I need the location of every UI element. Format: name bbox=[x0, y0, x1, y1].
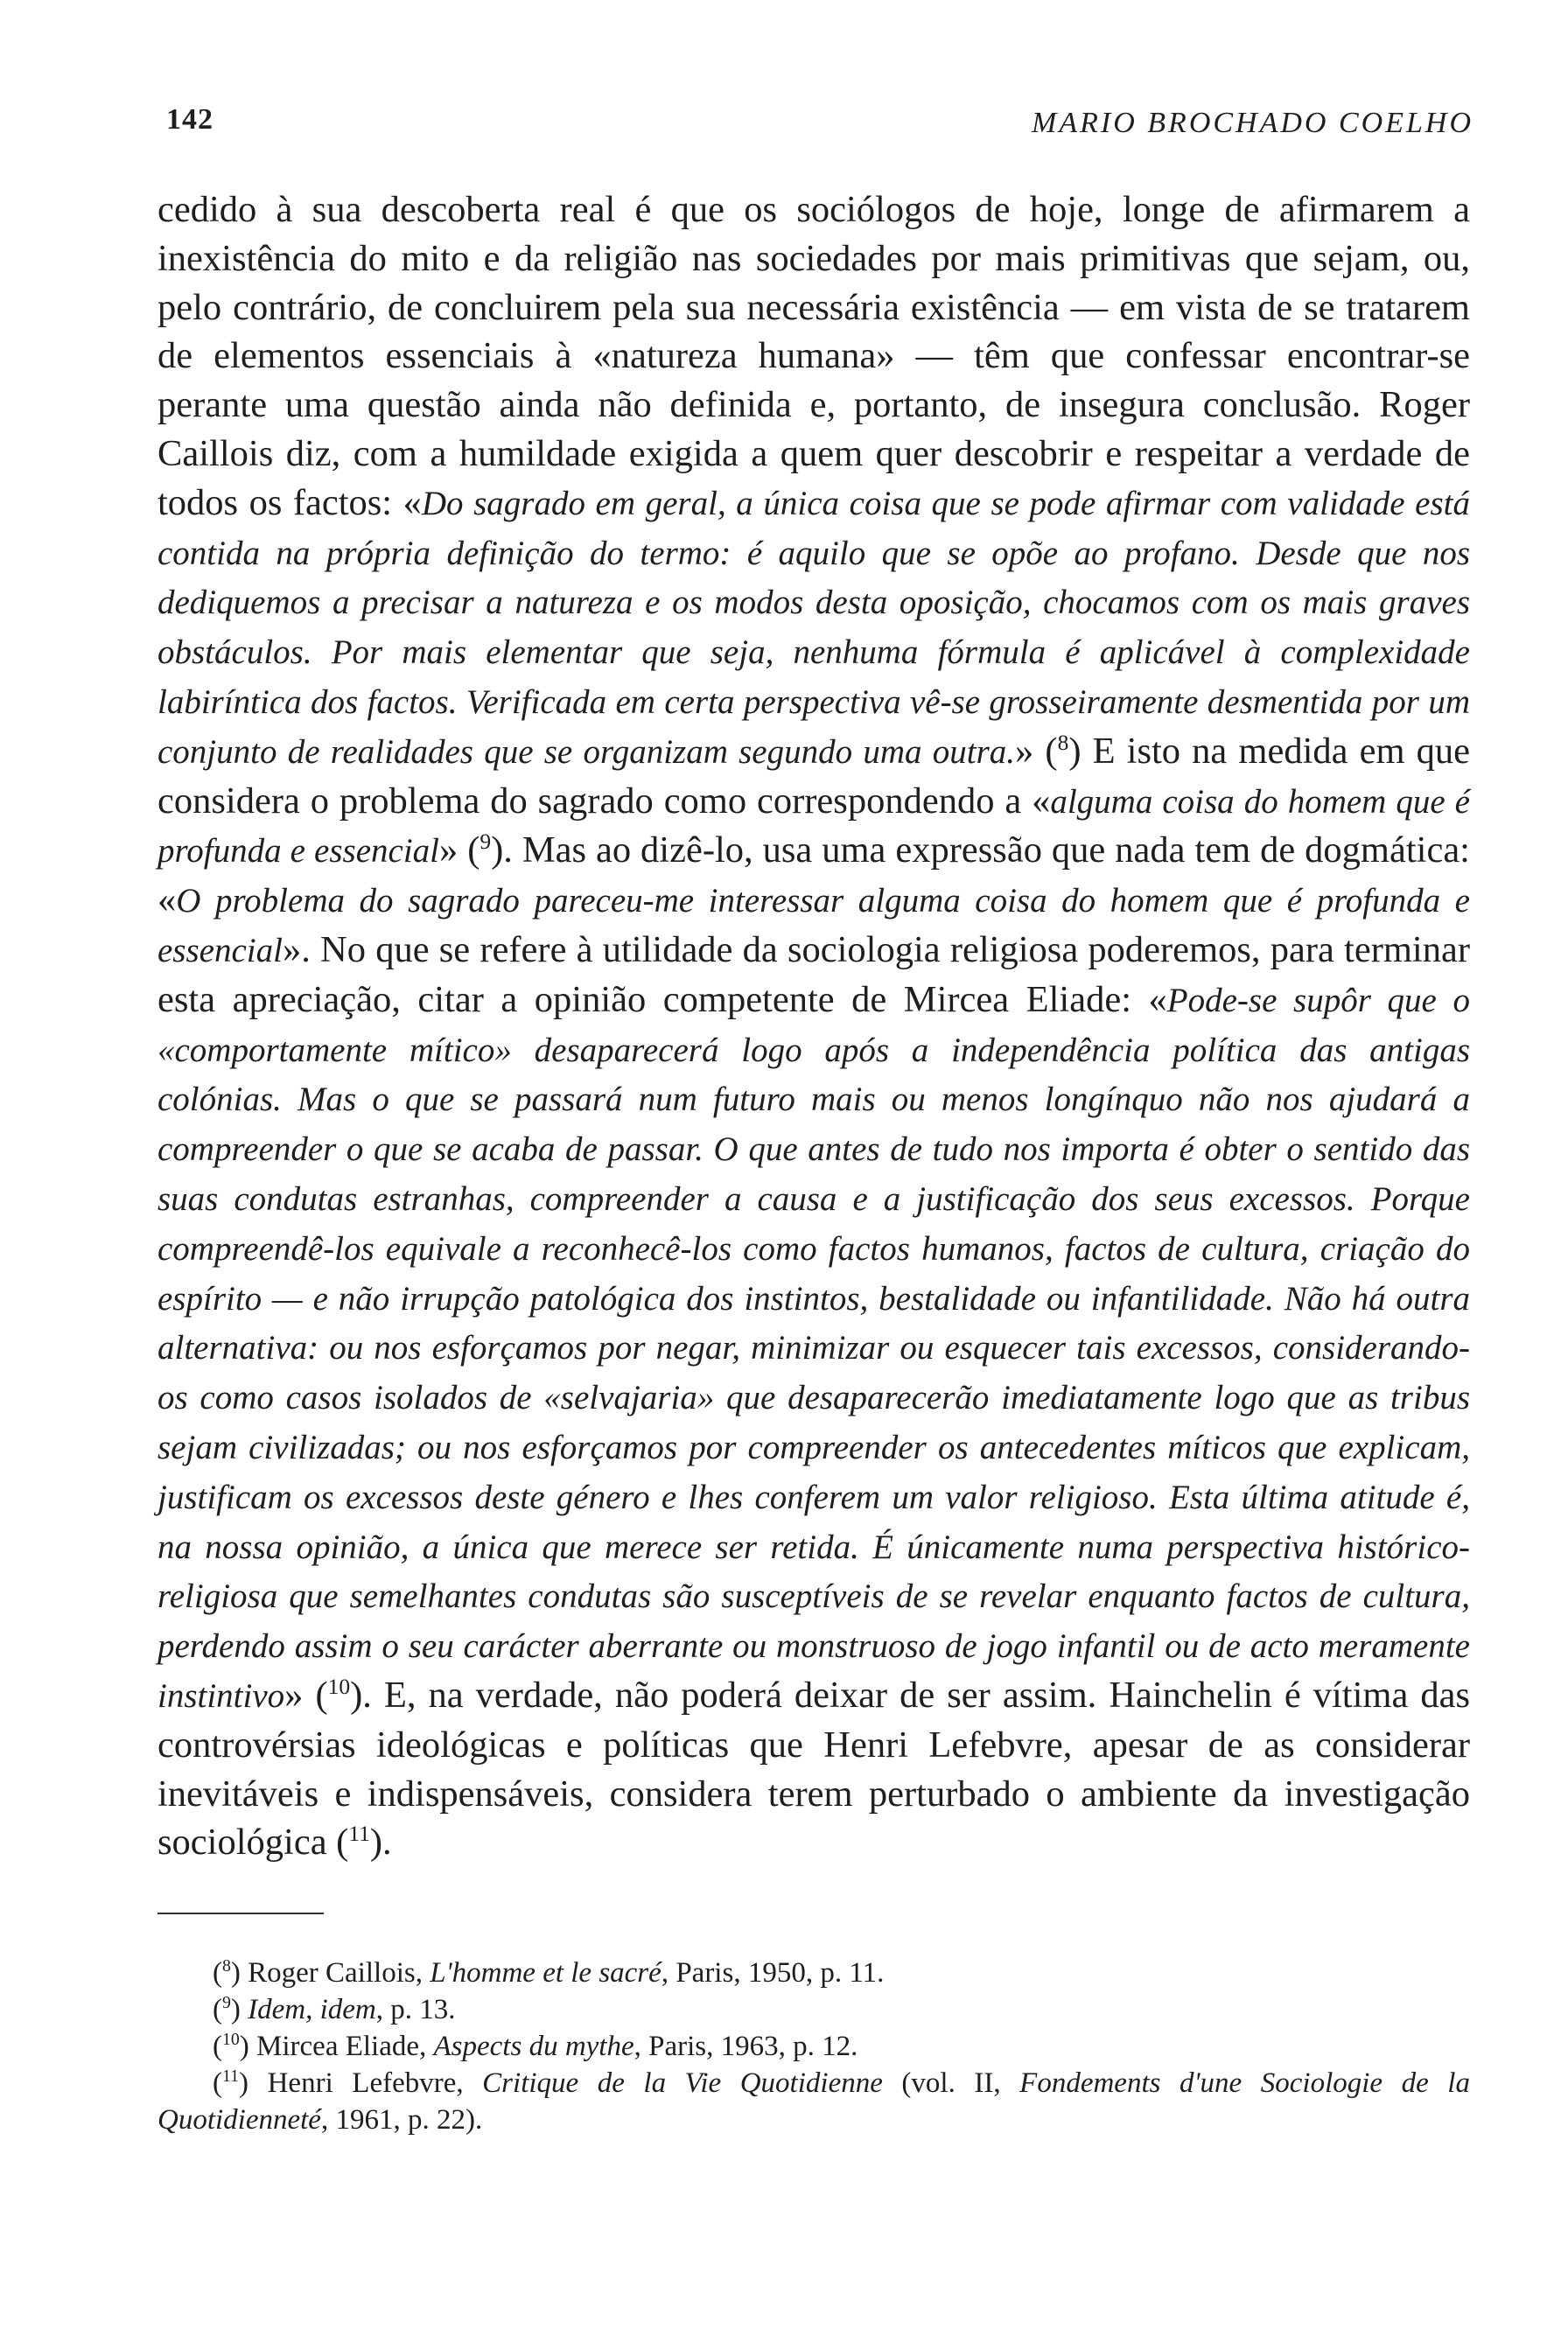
footnote-number: 8 bbox=[222, 1956, 231, 1976]
footnote-subtitle: Fondements d'une Sociologie de la Quotidienneté bbox=[158, 2067, 1470, 2136]
quote-caillois-problem: O problema do sagrado pareceu-me interessar alguma coisa do homem que é profunda e essencial bbox=[158, 882, 1470, 969]
footnote-number: 11 bbox=[222, 2067, 240, 2086]
text-run: » ( bbox=[439, 829, 480, 871]
fn-paren: ) bbox=[230, 1994, 241, 2025]
text-run: » ( bbox=[284, 1674, 328, 1716]
footnote-details: (vol. II, bbox=[882, 2067, 1020, 2099]
footnote-title: Aspects du mythe bbox=[433, 2031, 634, 2062]
footnote-9 bbox=[158, 1991, 1470, 2028]
footnote-ref-9: 9 bbox=[480, 829, 492, 855]
fn-paren: ) bbox=[230, 1957, 241, 1989]
footnote-title: L'homme et le sacré bbox=[430, 1957, 662, 1989]
footnote-title: Critique de la Vie Quotidienne bbox=[482, 2067, 883, 2099]
footnotes bbox=[158, 1955, 1470, 2138]
fn-paren: ( bbox=[213, 1994, 222, 2025]
text-run: ». No que se refere à utilidade da sociologia religiosa poderemos, para terminar esta apreciação, citar a opinião competente de Mircea Eliade: « bbox=[158, 928, 1470, 1020]
quote-eliade: Pode-se supôr que o «comportamente mítico» desaparecerá logo após a independência política das antigas colónias. Mas o que se passará num futuro mais ou menos longínquo não nos ajudará a compreender o que se acaba de passar. O que antes de tudo nos importa é obter o sentido das suas condutas estranhas, compreender a causa e a justificação dos seus excessos. Porque compreendê-los equivale a reconhecê-los como factos humanos, factos de cultura, criação do espírito — e não irrupção patológica dos instintos, bestalidade ou infantilidade. Não há outra alternativa: ou nos esforçamos por negar, minimizar ou esquecer tais excessos, considerando-os como casos isolados de «selvajaria» que desaparecerão imediatamente logo que as tribus sejam civilizadas; ou nos esforçamos por compreender os antecedentes míticos que explicam, justificam os excessos deste género e lhes conferem um valor religioso. Esta última atitude é, na nossa opinião, a única que merece ser retida. É únicamente numa perspectiva histórico-religiosa que semelhantes condutas são susceptíveis de se revelar enquanto factos de cultura, perdendo assim o seu carácter aberrante ou monstruoso de jogo infantil ou de acto meramente instintivo bbox=[158, 981, 1470, 1715]
footnote-author: Mircea Eliade, bbox=[248, 2031, 434, 2062]
footnote-number: 9 bbox=[222, 1993, 231, 2012]
footnote-number: 10 bbox=[222, 2030, 240, 2049]
running-head-author: MARIO BROCHADO COELHO bbox=[1032, 107, 1474, 139]
paragraph bbox=[158, 185, 1470, 1867]
text-run: ). Mas ao dizê-lo, usa uma expressão que nada tem de dogmática: « bbox=[158, 829, 1470, 921]
footnote-10 bbox=[158, 2028, 1470, 2065]
footnote-ref-11: 11 bbox=[348, 1821, 370, 1847]
footnote-11 bbox=[158, 2065, 1470, 2138]
fn-paren: ( bbox=[213, 2067, 222, 2099]
text-run: » ( bbox=[1015, 730, 1058, 772]
text-run: ) E isto na medida em que considera o problema do sagrado como correspondendo a « bbox=[158, 730, 1471, 822]
footnote-author bbox=[241, 1994, 248, 2025]
footnote-author: Henri Lefebvre, bbox=[248, 2067, 483, 2099]
text-run: ). bbox=[369, 1822, 392, 1864]
footnote-title: Idem, idem bbox=[248, 1994, 376, 2025]
footnote-details: , Paris, 1963, p. 12. bbox=[634, 2031, 858, 2062]
fn-paren: ) bbox=[239, 2067, 249, 2099]
footnote-ref-8: 8 bbox=[1057, 729, 1069, 755]
footnote-author: Roger Caillois, bbox=[240, 1957, 430, 1989]
footnote-ref-10: 10 bbox=[327, 1673, 351, 1699]
fn-paren: ( bbox=[213, 2031, 222, 2062]
body-text bbox=[158, 185, 1470, 1867]
footnote-details: , p. 13. bbox=[375, 1994, 456, 2025]
fn-paren: ( bbox=[213, 1957, 222, 1989]
page-number: 142 bbox=[166, 103, 214, 136]
footnote-8 bbox=[158, 1955, 1470, 1991]
quote-caillois-short: alguma coisa do homem que é profunda e essencial bbox=[158, 782, 1470, 871]
footnote-details: , Paris, 1950, p. 11. bbox=[661, 1957, 885, 1989]
text-run: cedido à sua descoberta real é que os sociólogos de hoje, longe de afirmarem a inexistência do mito e da religião nas sociedades por mais primitivas que sejam, ou, pelo contrário, de concluirem pela sua necessária existência — em vista de se tratarem de elementos essenciais à «natureza humana» — têm que confessar encontrar-se perante uma questão ainda não definida e, portanto, de insegura conclusão. Roger Caillois diz, com a humildade exigida a quem quer descobrir e respeitar a verdade de todos os factos: « bbox=[158, 189, 1470, 523]
footnote-details: , 1961, p. 22). bbox=[320, 2104, 483, 2136]
quote-caillois: Do sagrado em geral, a única coisa que se pode afirmar com validade está contida na própria definição do termo: é aquilo que se opõe ao profano. Desde que nos dediquemos a precisar a natureza e os modos desta oposição, chocamos com os mais graves obstáculos. Por mais elementar que seja, nenhuma fórmula é aplicável à complexidade labiríntica dos factos. Verificada em certa perspectiva vê-se grosseiramente desmentida por um conjunto de realidades que se organizam segundo uma outra. bbox=[158, 484, 1471, 771]
fn-paren: ) bbox=[239, 2031, 249, 2062]
text-run: ). E, na verdade, não poderá deixar de ser assim. Hainchelin é vítima das controvérsias ideológicas e políticas que Henri Lefebvre, apesar de as considerar inevitáveis e indispensáveis, considera terem perturbado o ambiente da investigação sociológica ( bbox=[158, 1674, 1470, 1864]
footnote-divider bbox=[158, 1913, 324, 1914]
